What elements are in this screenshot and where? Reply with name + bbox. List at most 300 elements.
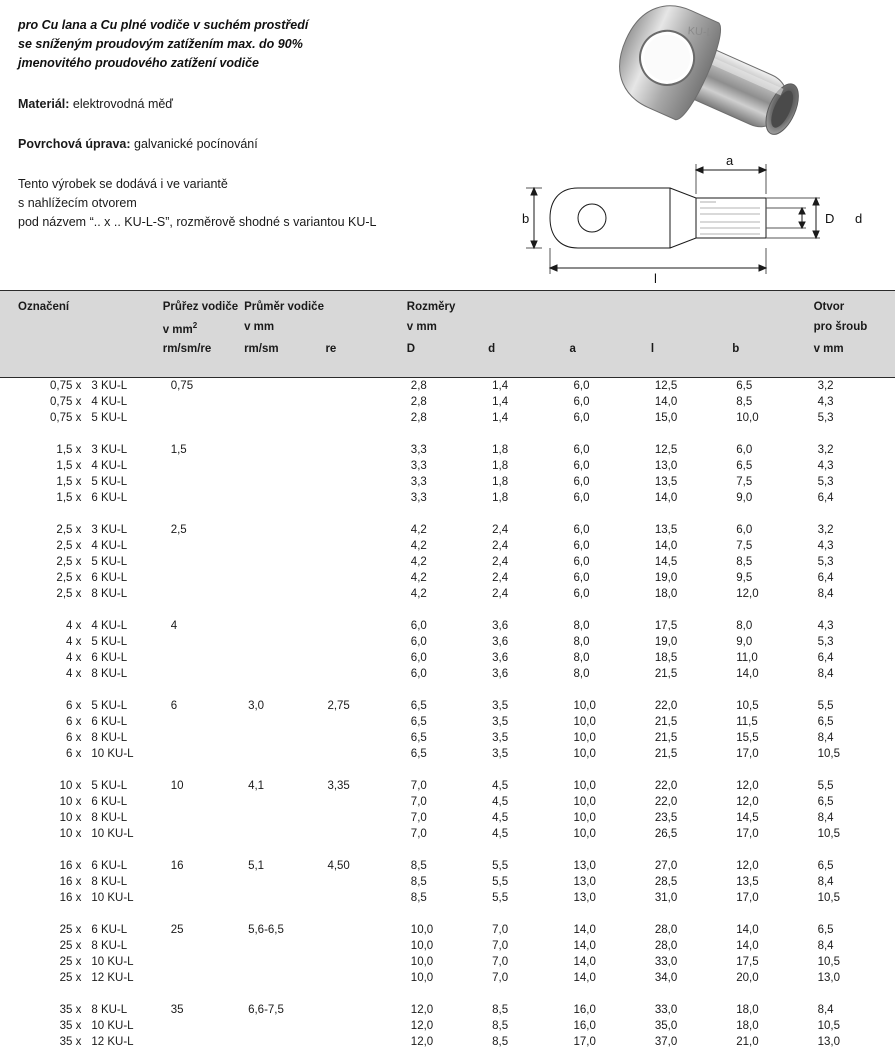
table-row xyxy=(0,394,895,410)
table-row xyxy=(0,458,895,474)
cell-l: 14,0 xyxy=(651,538,732,554)
cell-l: 21,5 xyxy=(651,746,732,762)
cell-d: 4,5 xyxy=(488,826,569,842)
drawing-label-b: b xyxy=(522,211,529,226)
th-a-line3: a xyxy=(570,343,576,355)
cell-oz2: 6 KU-L xyxy=(81,922,162,938)
cell-oz1: 16 x xyxy=(0,890,81,906)
cell-oz1: 6 x xyxy=(0,714,81,730)
table-row xyxy=(0,938,895,954)
cell-prurez xyxy=(163,730,244,746)
cell-D: 12,0 xyxy=(407,1018,488,1034)
cell-l: 27,0 xyxy=(651,858,732,874)
cell-D: 4,2 xyxy=(407,570,488,586)
table-row xyxy=(0,890,895,906)
cell-b: 8,0 xyxy=(732,618,813,634)
table-row xyxy=(0,666,895,682)
cell-l: 31,0 xyxy=(651,890,732,906)
cell-re xyxy=(325,922,406,938)
cell-b: 10,0 xyxy=(732,410,813,426)
cell-a: 6,0 xyxy=(570,554,651,570)
cell-prurez xyxy=(163,746,244,762)
cell-D: 6,0 xyxy=(407,666,488,682)
th-re xyxy=(325,291,406,378)
cell-rmsm xyxy=(244,730,325,746)
cell-D: 4,2 xyxy=(407,554,488,570)
cell-d: 8,5 xyxy=(488,1018,569,1034)
cell-D: 6,5 xyxy=(407,714,488,730)
table-row xyxy=(0,634,895,650)
cell-oz1: 10 x xyxy=(0,810,81,826)
cell-otvor: 10,5 xyxy=(814,746,895,762)
cell-oz2: 6 KU-L xyxy=(81,570,162,586)
cell-oz1: 25 x xyxy=(0,938,81,954)
cell-otvor: 3,2 xyxy=(814,378,895,395)
cell-re xyxy=(325,746,406,762)
cell-l: 21,5 xyxy=(651,730,732,746)
cell-oz1: 25 x xyxy=(0,954,81,970)
dimension-drawing xyxy=(520,150,880,285)
cell-oz2: 5 KU-L xyxy=(81,410,162,426)
cell-rmsm xyxy=(244,938,325,954)
cell-d: 3,5 xyxy=(488,746,569,762)
cell-d: 2,4 xyxy=(488,554,569,570)
cell-l: 37,0 xyxy=(651,1034,732,1050)
cell-oz2: 6 KU-L xyxy=(81,650,162,666)
cell-prurez xyxy=(163,394,244,410)
cell-otvor: 4,3 xyxy=(814,458,895,474)
cell-oz1: 25 x xyxy=(0,970,81,986)
cell-d: 3,5 xyxy=(488,714,569,730)
cell-rmsm xyxy=(244,1018,325,1034)
cell-prurez xyxy=(163,890,244,906)
cell-re xyxy=(325,442,406,458)
cell-rmsm xyxy=(244,650,325,666)
th-prumer-line3: rm/sm xyxy=(244,343,279,355)
cell-a: 10,0 xyxy=(570,746,651,762)
table-row xyxy=(0,378,895,395)
cell-oz2: 10 KU-L xyxy=(81,1018,162,1034)
cell-oz2: 5 KU-L xyxy=(81,698,162,714)
cell-d: 5,5 xyxy=(488,874,569,890)
cell-l: 13,5 xyxy=(651,474,732,490)
cell-b: 17,5 xyxy=(732,954,813,970)
table-row xyxy=(0,778,895,794)
cell-d: 2,4 xyxy=(488,538,569,554)
cell-D: 12,0 xyxy=(407,1034,488,1050)
table-row xyxy=(0,826,895,842)
cell-re xyxy=(325,970,406,986)
cell-oz1: 4 x xyxy=(0,618,81,634)
cell-prurez: 2,5 xyxy=(163,522,244,538)
cell-re xyxy=(325,570,406,586)
surface-value: galvanické pocínování xyxy=(134,137,258,151)
cell-D: 8,5 xyxy=(407,858,488,874)
cell-oz1: 6 x xyxy=(0,746,81,762)
cell-D: 4,2 xyxy=(407,522,488,538)
th-prurez xyxy=(163,291,244,378)
cell-a: 17,0 xyxy=(570,1034,651,1050)
cell-oz1: 35 x xyxy=(0,1034,81,1050)
cell-oz1: 10 x xyxy=(0,794,81,810)
cell-d: 3,5 xyxy=(488,698,569,714)
cell-re xyxy=(325,410,406,426)
cell-otvor: 6,5 xyxy=(814,922,895,938)
cell-a: 14,0 xyxy=(570,922,651,938)
cell-prurez xyxy=(163,554,244,570)
cell-oz1: 10 x xyxy=(0,826,81,842)
cell-l: 22,0 xyxy=(651,778,732,794)
cell-a: 16,0 xyxy=(570,1002,651,1018)
cell-prurez: 0,75 xyxy=(163,378,244,395)
cell-otvor: 3,2 xyxy=(814,442,895,458)
cell-d: 1,4 xyxy=(488,394,569,410)
cell-re xyxy=(325,794,406,810)
table-row xyxy=(0,618,895,634)
cell-rmsm xyxy=(244,586,325,602)
cell-D: 2,8 xyxy=(407,378,488,395)
cell-otvor: 6,5 xyxy=(814,858,895,874)
specification-table xyxy=(0,290,895,1050)
cell-a: 6,0 xyxy=(570,586,651,602)
cell-D: 7,0 xyxy=(407,826,488,842)
cell-prurez xyxy=(163,490,244,506)
cell-prurez: 4 xyxy=(163,618,244,634)
th-a xyxy=(570,291,651,378)
cell-rmsm xyxy=(244,538,325,554)
material-row xyxy=(18,95,488,113)
cell-rmsm xyxy=(244,890,325,906)
cell-l: 23,5 xyxy=(651,810,732,826)
cell-oz2: 5 KU-L xyxy=(81,554,162,570)
cell-b: 18,0 xyxy=(732,1002,813,1018)
cell-oz1: 2,5 x xyxy=(0,522,81,538)
table-row xyxy=(0,650,895,666)
cell-D: 10,0 xyxy=(407,938,488,954)
table-row xyxy=(0,1018,895,1034)
cell-oz1: 1,5 x xyxy=(0,442,81,458)
cell-d: 2,4 xyxy=(488,522,569,538)
th-l xyxy=(651,291,732,378)
th-prurez-line3: rm/sm/re xyxy=(163,343,212,355)
th-oznaceni-line1: Označení xyxy=(0,301,69,313)
cell-b: 17,0 xyxy=(732,826,813,842)
cell-re xyxy=(325,938,406,954)
table-row xyxy=(0,490,895,506)
cell-d: 3,6 xyxy=(488,634,569,650)
cell-oz2: 8 KU-L xyxy=(81,810,162,826)
cell-prurez: 25 xyxy=(163,922,244,938)
cell-re xyxy=(325,586,406,602)
cell-re xyxy=(325,890,406,906)
cell-oz1: 1,5 x xyxy=(0,458,81,474)
cell-prurez: 1,5 xyxy=(163,442,244,458)
usage-note xyxy=(18,16,488,73)
cell-rmsm xyxy=(244,1034,325,1050)
cell-l: 14,5 xyxy=(651,554,732,570)
cell-oz2: 3 KU-L xyxy=(81,442,162,458)
cell-oz1: 10 x xyxy=(0,778,81,794)
cell-re xyxy=(325,474,406,490)
cell-re xyxy=(325,954,406,970)
surface-label: Povrchová úprava: xyxy=(18,137,131,151)
cell-l: 15,0 xyxy=(651,410,732,426)
cell-rmsm: 4,1 xyxy=(244,778,325,794)
cell-oz1: 2,5 x xyxy=(0,538,81,554)
cell-re xyxy=(325,618,406,634)
cell-d: 3,6 xyxy=(488,618,569,634)
cell-a: 6,0 xyxy=(570,458,651,474)
cell-d: 2,4 xyxy=(488,586,569,602)
cell-l: 19,0 xyxy=(651,634,732,650)
cell-prurez xyxy=(163,970,244,986)
cell-b: 9,0 xyxy=(732,490,813,506)
cell-oz2: 6 KU-L xyxy=(81,714,162,730)
cell-oz1: 35 x xyxy=(0,1002,81,1018)
table-row xyxy=(0,714,895,730)
cell-otvor: 13,0 xyxy=(814,1034,895,1050)
th-rozmery xyxy=(407,291,488,378)
cell-prurez xyxy=(163,938,244,954)
table-row xyxy=(0,410,895,426)
cell-otvor: 10,5 xyxy=(814,890,895,906)
cell-re xyxy=(325,634,406,650)
cell-d: 4,5 xyxy=(488,794,569,810)
cell-prurez xyxy=(163,634,244,650)
cell-otvor: 8,4 xyxy=(814,666,895,682)
cell-oz1: 2,5 x xyxy=(0,554,81,570)
cell-otvor: 10,5 xyxy=(814,1018,895,1034)
cell-a: 10,0 xyxy=(570,810,651,826)
table-row xyxy=(0,442,895,458)
cell-l: 22,0 xyxy=(651,794,732,810)
cell-oz1: 16 x xyxy=(0,858,81,874)
cell-prurez xyxy=(163,794,244,810)
cell-oz1: 6 x xyxy=(0,698,81,714)
cell-otvor: 5,3 xyxy=(814,410,895,426)
cell-D: 6,5 xyxy=(407,698,488,714)
cell-otvor: 4,3 xyxy=(814,618,895,634)
header-section xyxy=(0,0,895,290)
cell-prurez: 6 xyxy=(163,698,244,714)
cell-D: 7,0 xyxy=(407,778,488,794)
cell-rmsm xyxy=(244,378,325,395)
table-group-spacer xyxy=(0,602,895,618)
table-row xyxy=(0,858,895,874)
cell-oz2: 10 KU-L xyxy=(81,746,162,762)
cell-b: 12,0 xyxy=(732,858,813,874)
cell-a: 13,0 xyxy=(570,858,651,874)
cell-oz2: 10 KU-L xyxy=(81,890,162,906)
cell-b: 9,5 xyxy=(732,570,813,586)
cell-d: 1,8 xyxy=(488,490,569,506)
cell-b: 17,0 xyxy=(732,746,813,762)
th-rozmery-line1: Rozměry xyxy=(407,301,456,313)
cell-d: 3,6 xyxy=(488,666,569,682)
cell-re xyxy=(325,826,406,842)
cell-rmsm xyxy=(244,490,325,506)
table-row xyxy=(0,954,895,970)
th-prumer-line2: v mm xyxy=(244,321,274,333)
cell-oz2: 6 KU-L xyxy=(81,490,162,506)
cell-prurez xyxy=(163,954,244,970)
th-otvor-line2: pro šroub xyxy=(814,321,868,333)
cell-D: 6,5 xyxy=(407,730,488,746)
th-prurez-line1: Průřez vodiče xyxy=(163,301,238,313)
cell-D: 3,3 xyxy=(407,458,488,474)
cell-otvor: 8,4 xyxy=(814,730,895,746)
cell-D: 3,3 xyxy=(407,474,488,490)
cell-re xyxy=(325,666,406,682)
cell-b: 20,0 xyxy=(732,970,813,986)
table-row xyxy=(0,570,895,586)
cell-a: 10,0 xyxy=(570,698,651,714)
cell-a: 6,0 xyxy=(570,570,651,586)
cell-oz2: 5 KU-L xyxy=(81,778,162,794)
cell-rmsm xyxy=(244,634,325,650)
table-row xyxy=(0,1002,895,1018)
cell-oz2: 3 KU-L xyxy=(81,378,162,395)
cell-a: 8,0 xyxy=(570,634,651,650)
usage-note-line-2: se sníženým proudovým zatížením max. do 90% xyxy=(18,35,488,54)
cell-re xyxy=(325,810,406,826)
cell-rmsm xyxy=(244,714,325,730)
cell-re: 4,50 xyxy=(325,858,406,874)
cell-prurez xyxy=(163,826,244,842)
cell-l: 28,0 xyxy=(651,938,732,954)
table-group-spacer xyxy=(0,986,895,1002)
th-otvor xyxy=(814,291,895,378)
table-group-spacer xyxy=(0,682,895,698)
cell-D: 6,0 xyxy=(407,650,488,666)
table-row xyxy=(0,554,895,570)
cell-rmsm xyxy=(244,570,325,586)
cell-oz1: 4 x xyxy=(0,634,81,650)
cell-otvor: 4,3 xyxy=(814,394,895,410)
cell-re xyxy=(325,538,406,554)
cell-oz1: 2,5 x xyxy=(0,570,81,586)
cell-rmsm xyxy=(244,554,325,570)
table-group-spacer xyxy=(0,506,895,522)
cell-prurez: 10 xyxy=(163,778,244,794)
table-group-spacer xyxy=(0,426,895,442)
th-rozmery-line2: v mm xyxy=(407,321,437,333)
cell-prurez xyxy=(163,714,244,730)
cell-otvor: 10,5 xyxy=(814,954,895,970)
cell-rmsm xyxy=(244,954,325,970)
th-otvor-line1: Otvor xyxy=(814,301,845,313)
cell-a: 6,0 xyxy=(570,490,651,506)
cell-oz1: 1,5 x xyxy=(0,474,81,490)
table-row xyxy=(0,538,895,554)
cell-D: 10,0 xyxy=(407,922,488,938)
cell-a: 8,0 xyxy=(570,618,651,634)
cell-oz1: 2,5 x xyxy=(0,586,81,602)
cell-rmsm xyxy=(244,618,325,634)
cell-a: 13,0 xyxy=(570,890,651,906)
th-oznaceni xyxy=(0,291,163,378)
cell-oz1: 25 x xyxy=(0,922,81,938)
cell-d: 1,8 xyxy=(488,442,569,458)
cell-oz1: 1,5 x xyxy=(0,490,81,506)
cell-rmsm xyxy=(244,394,325,410)
intro-text-block xyxy=(18,16,488,232)
th-prumer-line1: Průměr vodiče xyxy=(244,301,324,313)
cell-l: 33,0 xyxy=(651,1002,732,1018)
cell-rmsm xyxy=(244,810,325,826)
cell-b: 15,5 xyxy=(732,730,813,746)
cell-a: 6,0 xyxy=(570,538,651,554)
svg-text:KU-L: KU-L xyxy=(687,25,713,39)
th-d-line3: d xyxy=(488,343,495,355)
usage-note-line-1: pro Cu lana a Cu plné vodiče v suchém prostředí xyxy=(18,16,488,35)
cell-a: 10,0 xyxy=(570,730,651,746)
cell-b: 6,0 xyxy=(732,522,813,538)
cell-l: 17,5 xyxy=(651,618,732,634)
cell-otvor: 6,5 xyxy=(814,714,895,730)
table-group-spacer xyxy=(0,842,895,858)
cell-oz2: 10 KU-L xyxy=(81,954,162,970)
cell-a: 6,0 xyxy=(570,378,651,395)
cell-l: 14,0 xyxy=(651,394,732,410)
cell-prurez: 16 xyxy=(163,858,244,874)
cell-l: 19,0 xyxy=(651,570,732,586)
cell-l: 14,0 xyxy=(651,490,732,506)
cell-otvor: 6,4 xyxy=(814,650,895,666)
cell-rmsm xyxy=(244,522,325,538)
cell-d: 7,0 xyxy=(488,954,569,970)
usage-note-line-3: jmenovitého proudového zatížení vodiče xyxy=(18,54,488,73)
cell-prurez: 35 xyxy=(163,1002,244,1018)
cell-oz2: 4 KU-L xyxy=(81,458,162,474)
cell-D: 8,5 xyxy=(407,890,488,906)
variant-note-line-3: pod názvem “.. x .. KU-L-S”, rozměrově shodné s variantou KU-L xyxy=(18,213,488,232)
cell-D: 7,0 xyxy=(407,794,488,810)
table-body xyxy=(0,378,895,1050)
cell-prurez xyxy=(163,666,244,682)
th-rozmery-line3: D xyxy=(407,343,415,355)
cell-oz1: 16 x xyxy=(0,874,81,890)
cell-otvor: 3,2 xyxy=(814,522,895,538)
cell-b: 6,5 xyxy=(732,458,813,474)
cell-otvor: 4,3 xyxy=(814,538,895,554)
cell-rmsm xyxy=(244,442,325,458)
cell-otvor: 5,5 xyxy=(814,778,895,794)
cell-re xyxy=(325,650,406,666)
table-row xyxy=(0,970,895,986)
cell-prurez xyxy=(163,650,244,666)
cell-rmsm xyxy=(244,874,325,890)
table-header xyxy=(0,291,895,378)
cell-l: 28,5 xyxy=(651,874,732,890)
cell-oz2: 6 KU-L xyxy=(81,858,162,874)
cell-a: 6,0 xyxy=(570,522,651,538)
cell-oz2: 8 KU-L xyxy=(81,938,162,954)
cell-otvor: 10,5 xyxy=(814,826,895,842)
drawing-label-d: d xyxy=(855,211,862,226)
cell-rmsm xyxy=(244,474,325,490)
cell-d: 2,4 xyxy=(488,570,569,586)
cell-b: 12,0 xyxy=(732,778,813,794)
cell-prurez xyxy=(163,1034,244,1050)
cell-a: 8,0 xyxy=(570,666,651,682)
cell-a: 10,0 xyxy=(570,794,651,810)
cell-l: 26,5 xyxy=(651,826,732,842)
cell-oz2: 4 KU-L xyxy=(81,394,162,410)
cell-a: 8,0 xyxy=(570,650,651,666)
cell-oz2: 10 KU-L xyxy=(81,826,162,842)
cell-rmsm: 3,0 xyxy=(244,698,325,714)
